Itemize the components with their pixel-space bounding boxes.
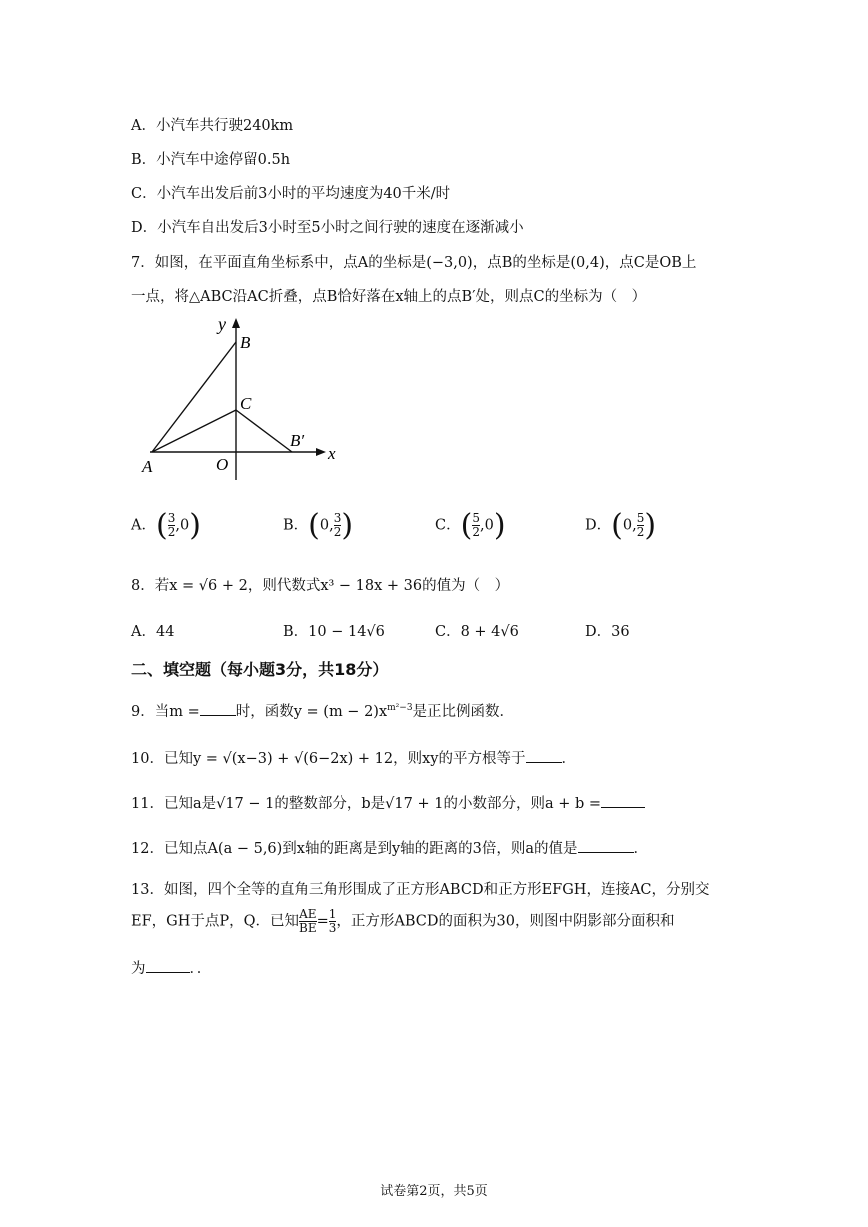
q7-option-d: D．(0, $\frac{5}{2}$ ) (585, 508, 657, 543)
q6-option-d: D．小汽车自出发后3小时至5小时之间行驶的速度在逐渐减小 (131, 220, 524, 236)
q8-option-c: C．8 + 4√6 (435, 624, 519, 640)
label-b-prime: B′ (290, 431, 305, 450)
label-y: y (218, 314, 226, 334)
q10: 10．已知y = √(x−3) + √(6−2x) + 12，则xy的平方根等于 ． (131, 747, 576, 768)
label-x: x (328, 444, 336, 463)
q9-blank[interactable] (200, 701, 236, 716)
q7-option-b: B．(0, $\frac{3}{2}$ ) (283, 508, 354, 543)
label-o: O (216, 455, 229, 474)
label-b: B (240, 333, 251, 352)
q6-option-b: B．小汽车中途停留0.5h (131, 152, 291, 168)
q13-line3: 为 ．． (131, 957, 211, 978)
q11-blank[interactable] (601, 793, 645, 808)
segment-ac (152, 410, 236, 452)
q7-option-c: C．( $\frac{5}{2}$ ,0) (435, 508, 506, 543)
q12: 12．已知点A(a − 5,6)到x轴的距离是到y轴的距离的3倍，则a的值是 ． (131, 837, 648, 858)
q13-line1: 13．如图，四个全等的直角三角形围成了正方形ABCD和正方形EFGH，连接AC，分别交 (131, 882, 710, 898)
q8-option-d: D．36 (585, 624, 630, 640)
y-axis-arrow (232, 318, 240, 328)
q6-option-c: C．小汽车出发后前3小时的平均速度为40千米/时 (131, 186, 451, 202)
q9: 9．当m = 时，函数$y = (m - 2)x^{m^2-3}$是正比例函数． (131, 700, 514, 721)
q13-line2: EF，GH于点P，Q．已知 $\frac{AE}{BE}$ = $\frac{1}{3}$ ，正方形ABCD的面积为30，则图中阴影部分面积和 (131, 907, 675, 935)
x-axis-arrow (316, 448, 326, 456)
segment-ab (152, 342, 236, 452)
label-a: A (142, 457, 153, 476)
segment-cbp (236, 410, 292, 452)
q8-text: 8．若x = √6 + 2，则代数式x³ − 18x + 36的值为（ ） (131, 578, 510, 594)
label-c: C (240, 394, 252, 413)
q10-blank[interactable] (526, 748, 562, 763)
q7-figure (130, 312, 350, 484)
section-heading: 二、填空题（每小题3分，共18分） (131, 660, 389, 679)
q8-option-b: B．10 − 14√6 (283, 624, 385, 640)
q12-blank[interactable] (578, 838, 634, 853)
q7-line2: 一点，将△ABC沿AC折叠，点B恰好落在x轴上的点B′处，则点C的坐标为（ ） (131, 289, 647, 305)
q6-option-a: A．小汽车共行驶240km (131, 118, 294, 134)
q11: 11．已知a是√17 − 1的整数部分，b是√17 + 1的小数部分，则a + b = (131, 792, 645, 813)
q7-option-a: A．( $\frac{3}{2}$ ,0) (131, 508, 201, 543)
q8-option-a: A．44 (131, 624, 175, 640)
q13-blank[interactable] (146, 958, 190, 973)
q7-line1: 7．如图，在平面直角坐标系中，点A的坐标是(−3,0)，点B的坐标是(0,4)，点C是OB上 (131, 255, 697, 271)
page-footer: 试卷第2页，共5页 (380, 1184, 488, 1199)
